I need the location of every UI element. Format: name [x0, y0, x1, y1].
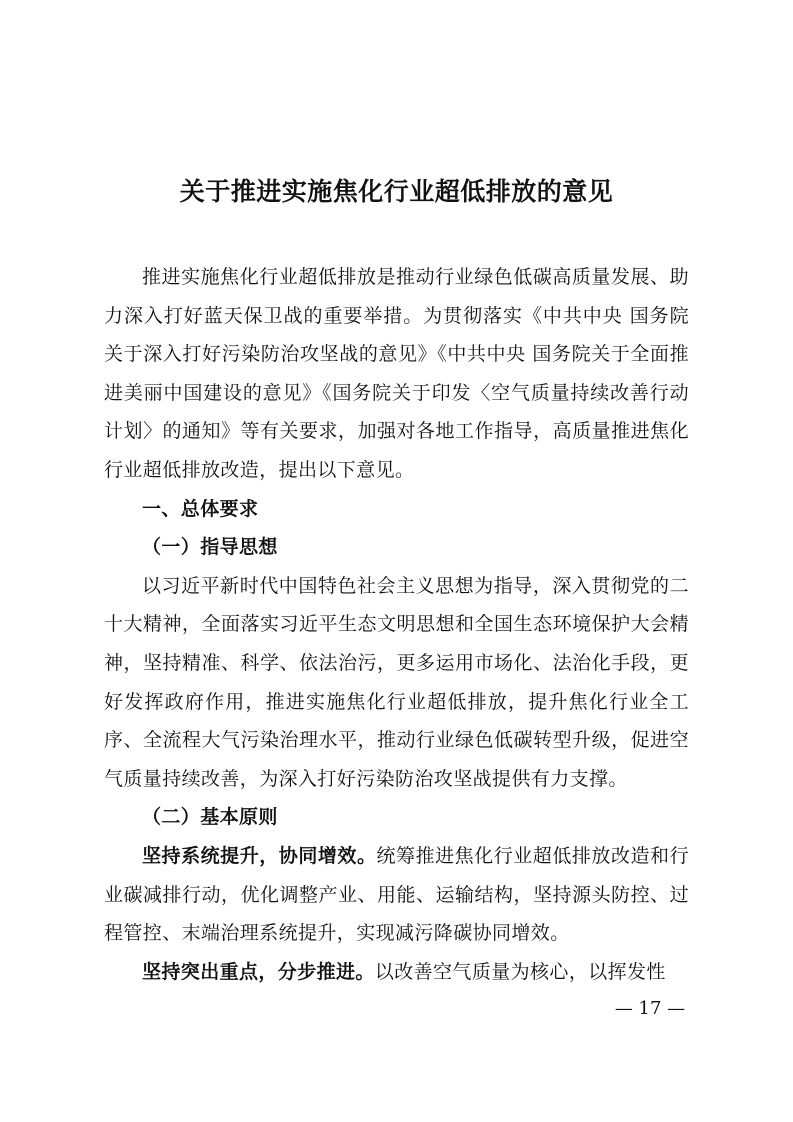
principle-lead-systematic: 坚持系统提升，协同增效。 — [142, 844, 377, 867]
principle-paragraph-systematic — [104, 837, 689, 953]
document-body — [104, 258, 689, 991]
subsection-heading-basic-principles: （二）基本原则 — [142, 806, 278, 829]
guiding-ideology-paragraph: 以习近平新时代中国特色社会主义思想为指导，深入贯彻党的二十大精神，全面落实习近平生态文明思想和全国生态环境保护大会精神，坚持精准、科学、依法治污，更多运用市场化、法治化手段，更好发挥政府作用，推进实施焦化行业超低排放，提升焦化行业全工序、全流程大气污染治理水平，推动行业绿色低碳转型升级，促进空气质量持续改善，为深入打好污染防治攻坚战提供有力支撑。 — [104, 574, 689, 790]
document-title: 关于推进实施焦化行业超低排放的意见 — [179, 177, 614, 206]
principle-text-systematic: 统筹推进焦化行业超低排放改造和行业碳减排行动，优化调整产业、用能、运输结构，坚持源头防控、过程管控、末端治理系统提升，实现减污降碳协同增效。 — [104, 844, 689, 945]
principle-lead-key-points: 坚持突出重点，分步推进。 — [142, 960, 375, 983]
page-number: — 17 — — [614, 998, 686, 1019]
principle-text-key-points: 以改善空气质量为核心，以挥发性 — [374, 960, 666, 983]
subsection-heading-guiding-ideology: （一）指导思想 — [142, 536, 278, 559]
section-heading-overall-requirements: 一、总体要求 — [142, 497, 259, 520]
principle-paragraph-key-points — [104, 953, 689, 992]
intro-paragraph: 推进实施焦化行业超低排放是推动行业绿色低碳高质量发展、助力深入打好蓝天保卫战的重要举措。为贯彻落实《中共中央 国务院关于深入打好污染防治攻坚战的意见》《中共中央 国务院关于全面推进美丽中国建设的意见》《国务院关于印发〈空气质量持续改善行动计划〉的通知》等有关要求，加强对各地工作指导，高质量推进焦化行业超低排放改造，提出以下意见。 — [104, 266, 689, 481]
